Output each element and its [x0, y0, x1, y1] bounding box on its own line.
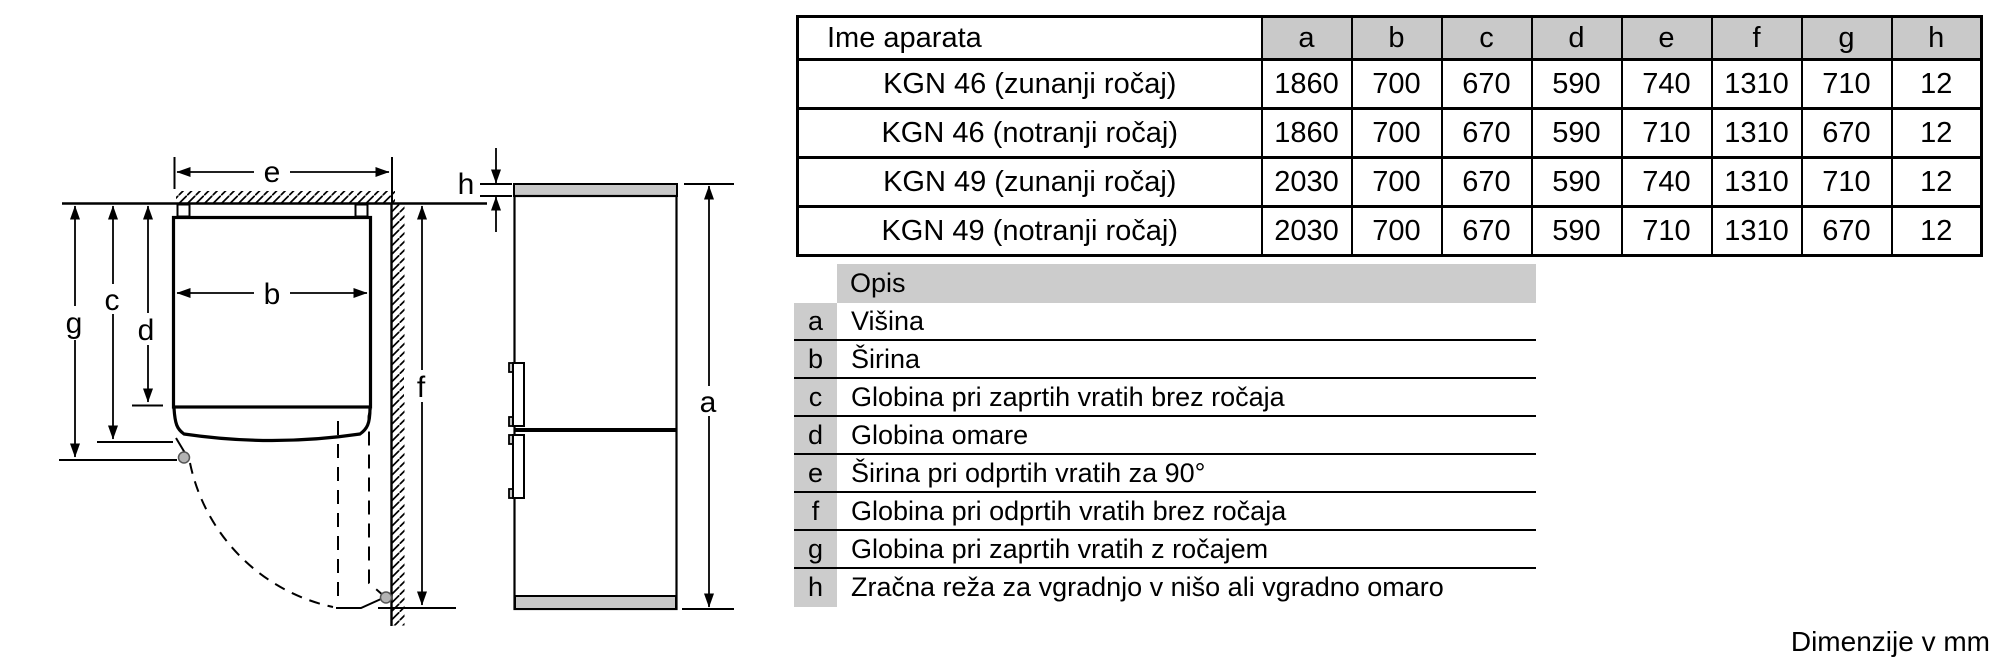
model-name: KGN 49 (notranji ročaj) — [798, 207, 1262, 256]
table-row — [798, 207, 1982, 256]
handle-dot-open — [381, 592, 392, 603]
wall-spacer-right — [356, 205, 368, 217]
table-header-dim-e: e — [1622, 17, 1712, 60]
value-e: 740 — [1622, 60, 1712, 109]
value-d: 590 — [1532, 158, 1622, 207]
table-header-dim-b: b — [1352, 17, 1442, 60]
table-header-dim-a: a — [1262, 17, 1352, 60]
legend-header-row — [794, 264, 1536, 303]
value-d: 590 — [1532, 109, 1622, 158]
value-h: 12 — [1892, 207, 1982, 256]
value-d: 590 — [1532, 60, 1622, 109]
legend-row — [794, 531, 1536, 569]
wall-spacer-left — [178, 205, 190, 217]
table-row — [798, 60, 1982, 109]
legend-header-spacer — [794, 264, 837, 303]
wall-hatch-top — [176, 191, 395, 204]
value-h: 12 — [1892, 109, 1982, 158]
side-view-diagram — [458, 148, 734, 609]
value-e: 710 — [1622, 207, 1712, 256]
technical-drawing — [0, 0, 800, 667]
air-gap-strip — [514, 184, 677, 196]
legend-row — [794, 341, 1536, 379]
legend-key: a — [794, 303, 837, 339]
lower-door-handle — [513, 435, 524, 498]
value-f: 1310 — [1712, 60, 1802, 109]
legend-label: Globina omare — [851, 420, 1029, 450]
upper-door-handle — [513, 363, 524, 426]
legend-label: Zračna reža za vgradnjo v nišo ali vgradno omaro — [851, 572, 1444, 602]
fridge-body — [515, 196, 677, 609]
table-header-dim-g: g — [1802, 17, 1892, 60]
legend-key: c — [794, 379, 837, 415]
value-f: 1310 — [1712, 109, 1802, 158]
wall-hatch-right — [392, 204, 405, 626]
value-g: 670 — [1802, 207, 1892, 256]
legend-label: Višina — [851, 306, 925, 336]
value-a: 1860 — [1262, 60, 1352, 109]
value-g: 670 — [1802, 109, 1892, 158]
handle-dot-closed — [179, 452, 190, 463]
legend-header-title: Opis — [837, 264, 1536, 303]
value-f: 1310 — [1712, 158, 1802, 207]
door-open-front-edge — [336, 599, 381, 608]
value-a: 2030 — [1262, 158, 1352, 207]
dim-label-d: d — [137, 314, 155, 347]
model-name: KGN 46 (notranji ročaj) — [798, 109, 1262, 158]
legend-row — [794, 417, 1536, 455]
dim-label-b: b — [263, 278, 281, 311]
value-c: 670 — [1442, 109, 1532, 158]
value-a: 2030 — [1262, 207, 1352, 256]
dim-label-c: c — [104, 284, 120, 317]
dimensions-table — [796, 15, 1983, 257]
legend-row — [794, 569, 1536, 607]
value-d: 590 — [1532, 207, 1622, 256]
legend-table — [794, 264, 1536, 607]
value-c: 670 — [1442, 158, 1532, 207]
legend-key: f — [794, 493, 837, 529]
value-g: 710 — [1802, 158, 1892, 207]
legend-label: Globina pri odprtih vratih brez ročaja — [851, 496, 1287, 526]
legend-row — [794, 303, 1536, 341]
dim-label-f: f — [416, 371, 426, 404]
value-h: 12 — [1892, 60, 1982, 109]
value-g: 710 — [1802, 60, 1892, 109]
top-view-diagram — [57, 156, 487, 626]
door-open-inner-edge — [369, 409, 385, 596]
legend-label: Globina pri zaprtih vratih z ročajem — [851, 534, 1269, 564]
table-row — [798, 109, 1982, 158]
legend-label: Širina pri odprtih vratih za 90° — [851, 458, 1206, 488]
value-c: 670 — [1442, 207, 1532, 256]
legend-row — [794, 455, 1536, 493]
table-header-dim-d: d — [1532, 17, 1622, 60]
value-e: 710 — [1622, 109, 1712, 158]
value-h: 12 — [1892, 158, 1982, 207]
legend-key: g — [794, 531, 837, 567]
legend-label: Širina — [851, 344, 921, 374]
table-header-name: Ime aparata — [798, 17, 1262, 60]
value-b: 700 — [1352, 109, 1442, 158]
legend-key: b — [794, 341, 837, 377]
dim-label-h: h — [457, 168, 475, 201]
table-header-dim-f: f — [1712, 17, 1802, 60]
units-note: Dimenzije v mm — [1790, 626, 1990, 657]
dim-label-a: a — [699, 386, 717, 419]
table-header-row — [798, 17, 1982, 60]
value-c: 670 — [1442, 60, 1532, 109]
legend-key: e — [794, 455, 837, 491]
legend-key: h — [794, 569, 837, 607]
table-header-dim-c: c — [1442, 17, 1532, 60]
dim-label-g: g — [65, 307, 83, 340]
value-f: 1310 — [1712, 207, 1802, 256]
model-name: KGN 49 (zunanji ročaj) — [798, 158, 1262, 207]
cabinet-outline — [174, 218, 371, 408]
value-a: 1860 — [1262, 109, 1352, 158]
legend-row — [794, 493, 1536, 531]
legend-key: d — [794, 417, 837, 453]
dim-label-e: e — [263, 156, 281, 189]
plinth-strip — [515, 596, 676, 609]
table-row — [798, 158, 1982, 207]
door-closed-outline — [174, 408, 370, 441]
value-e: 740 — [1622, 158, 1712, 207]
table-header-dim-h: h — [1892, 17, 1982, 60]
legend-row — [794, 379, 1536, 417]
door-swing-arc — [190, 463, 333, 607]
legend-label: Globina pri zaprtih vratih brez ročaja — [851, 382, 1285, 412]
value-b: 700 — [1352, 60, 1442, 109]
value-b: 700 — [1352, 158, 1442, 207]
model-name: KGN 46 (zunanji ročaj) — [798, 60, 1262, 109]
value-b: 700 — [1352, 207, 1442, 256]
